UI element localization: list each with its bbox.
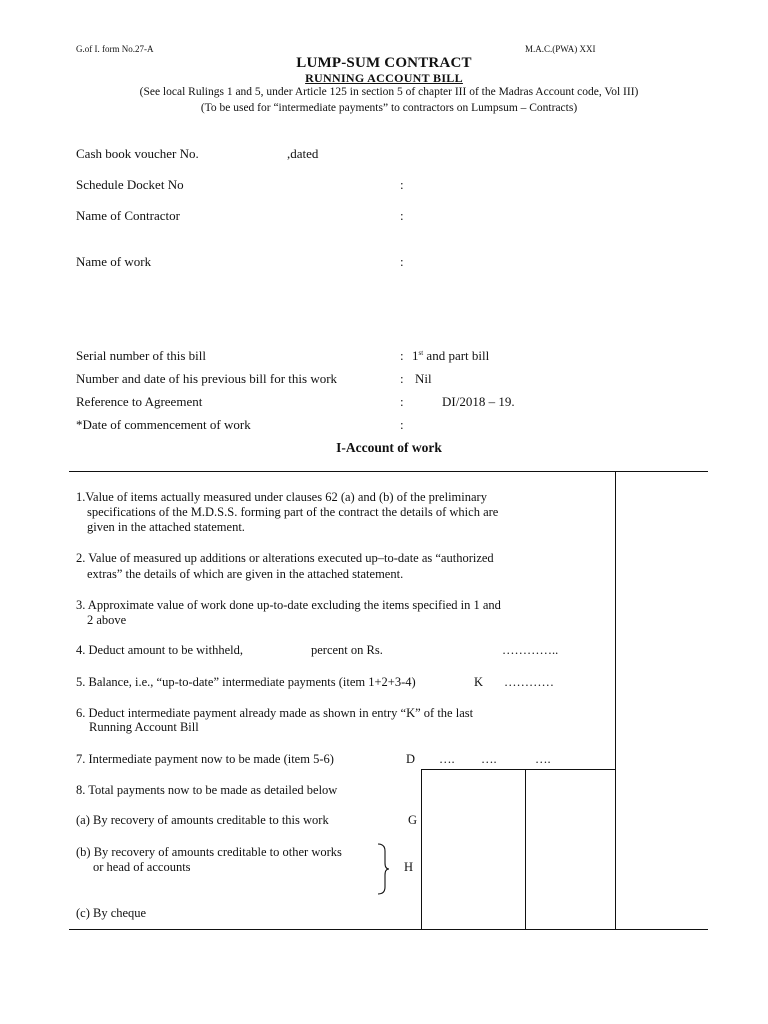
schedule-docket-label: Schedule Docket No	[76, 177, 184, 192]
field-colon: :	[400, 417, 404, 432]
table-top-border	[69, 471, 708, 472]
commencement-label: *Date of commencement of work	[76, 417, 251, 432]
account-section-title: I-Account of work	[336, 440, 442, 455]
item-8b-line-2: or head of accounts	[93, 860, 191, 874]
field-colon: :	[400, 394, 404, 409]
form-number: G.of I. form No.27-A	[76, 44, 154, 54]
mac-reference: M.A.C.(PWA) XXI	[525, 44, 596, 54]
right-brace-icon	[376, 843, 390, 895]
table-bottom-border	[69, 929, 708, 930]
item-8a-label: (a) By recovery of amounts creditable to this work	[76, 813, 329, 827]
sub-table-left-divider	[421, 769, 422, 929]
cash-book-label: Cash book voucher No.	[76, 146, 199, 161]
agreement-value: DI/2018 – 19.	[442, 394, 515, 409]
field-colon: :	[400, 371, 404, 386]
item-4-percent: percent on Rs.	[311, 643, 383, 657]
item-5-label: 5. Balance, i.e., “up-to-date” intermediate payments (item 1+2+3-4)	[76, 675, 416, 689]
rulings-note: (See local Rulings 1 and 5, under Article 125 in section 5 of chapter III of the Madras Account code, Vol III)	[139, 86, 639, 98]
page-title: LUMP-SUM CONTRACT	[296, 55, 472, 71]
field-colon: :	[400, 177, 404, 192]
amount-column-divider	[615, 471, 616, 929]
item-4-dots: …………..	[502, 643, 559, 657]
contractor-name-label: Name of Contractor	[76, 208, 180, 223]
item-7-dots-3: ….	[535, 752, 551, 766]
cash-book-dated: ,dated	[287, 146, 319, 161]
sub-table-middle-divider	[525, 769, 526, 929]
work-name-label: Name of work	[76, 254, 152, 269]
field-colon: :	[400, 348, 404, 363]
item-8b-letter: H	[404, 860, 414, 874]
item-8b-line-1: (b) By recovery of amounts creditable to other works	[76, 845, 342, 859]
item-7-label: 7. Intermediate payment now to be made (item 5-6)	[76, 752, 334, 766]
usage-note: (To be used for “intermediate payments” to contractors on Lumpsum – Contracts)	[200, 102, 578, 114]
item-3-line-2: 2 above	[87, 613, 127, 627]
item-3-line-1: 3. Approximate value of work done up-to-date excluding the items specified in 1 and	[76, 598, 501, 612]
previous-bill-label: Number and date of his previous bill for this work	[76, 371, 338, 386]
item-6-line-2: Running Account Bill	[89, 720, 199, 734]
item-1-line-2: specifications of the M.D.S.S. forming part of the contract the details of which are	[87, 505, 499, 519]
item-7-dots-1: ….	[439, 752, 455, 766]
item-7-letter: D	[406, 752, 416, 766]
serial-number-label: Serial number of this bill	[76, 348, 206, 363]
item-7-dots-2: ….	[481, 752, 497, 766]
item-2-line-1: 2. Value of measured up additions or alterations executed up–to-date as “authorized	[76, 551, 494, 565]
item-5-dots: …………	[504, 675, 554, 689]
sub-table-top-border	[421, 769, 615, 770]
previous-bill-value: Nil	[415, 371, 432, 386]
field-colon: :	[400, 208, 404, 223]
serial-number-value: 1st and part bill	[412, 348, 490, 363]
item-8a-letter: G	[408, 813, 418, 827]
item-4-label: 4. Deduct amount to be withheld,	[76, 643, 243, 657]
item-8-label: 8. Total payments now to be made as detailed below	[76, 783, 338, 797]
item-8c-label: (c) By cheque	[76, 906, 147, 920]
field-colon: :	[400, 254, 404, 269]
agreement-label: Reference to Agreement	[76, 394, 203, 409]
page-subtitle: RUNNING ACCOUNT BILL	[305, 71, 463, 85]
item-1-line-3: given in the attached statement.	[87, 520, 245, 534]
item-5-letter: K	[474, 675, 484, 689]
item-6-line-1: 6. Deduct intermediate payment already made as shown in entry “K” of the last	[76, 706, 474, 720]
item-1-line-1: 1.Value of items actually measured under clauses 62 (a) and (b) of the preliminary	[76, 490, 487, 504]
item-2-line-2: extras” the details of which are given in the attached statement.	[87, 567, 404, 581]
